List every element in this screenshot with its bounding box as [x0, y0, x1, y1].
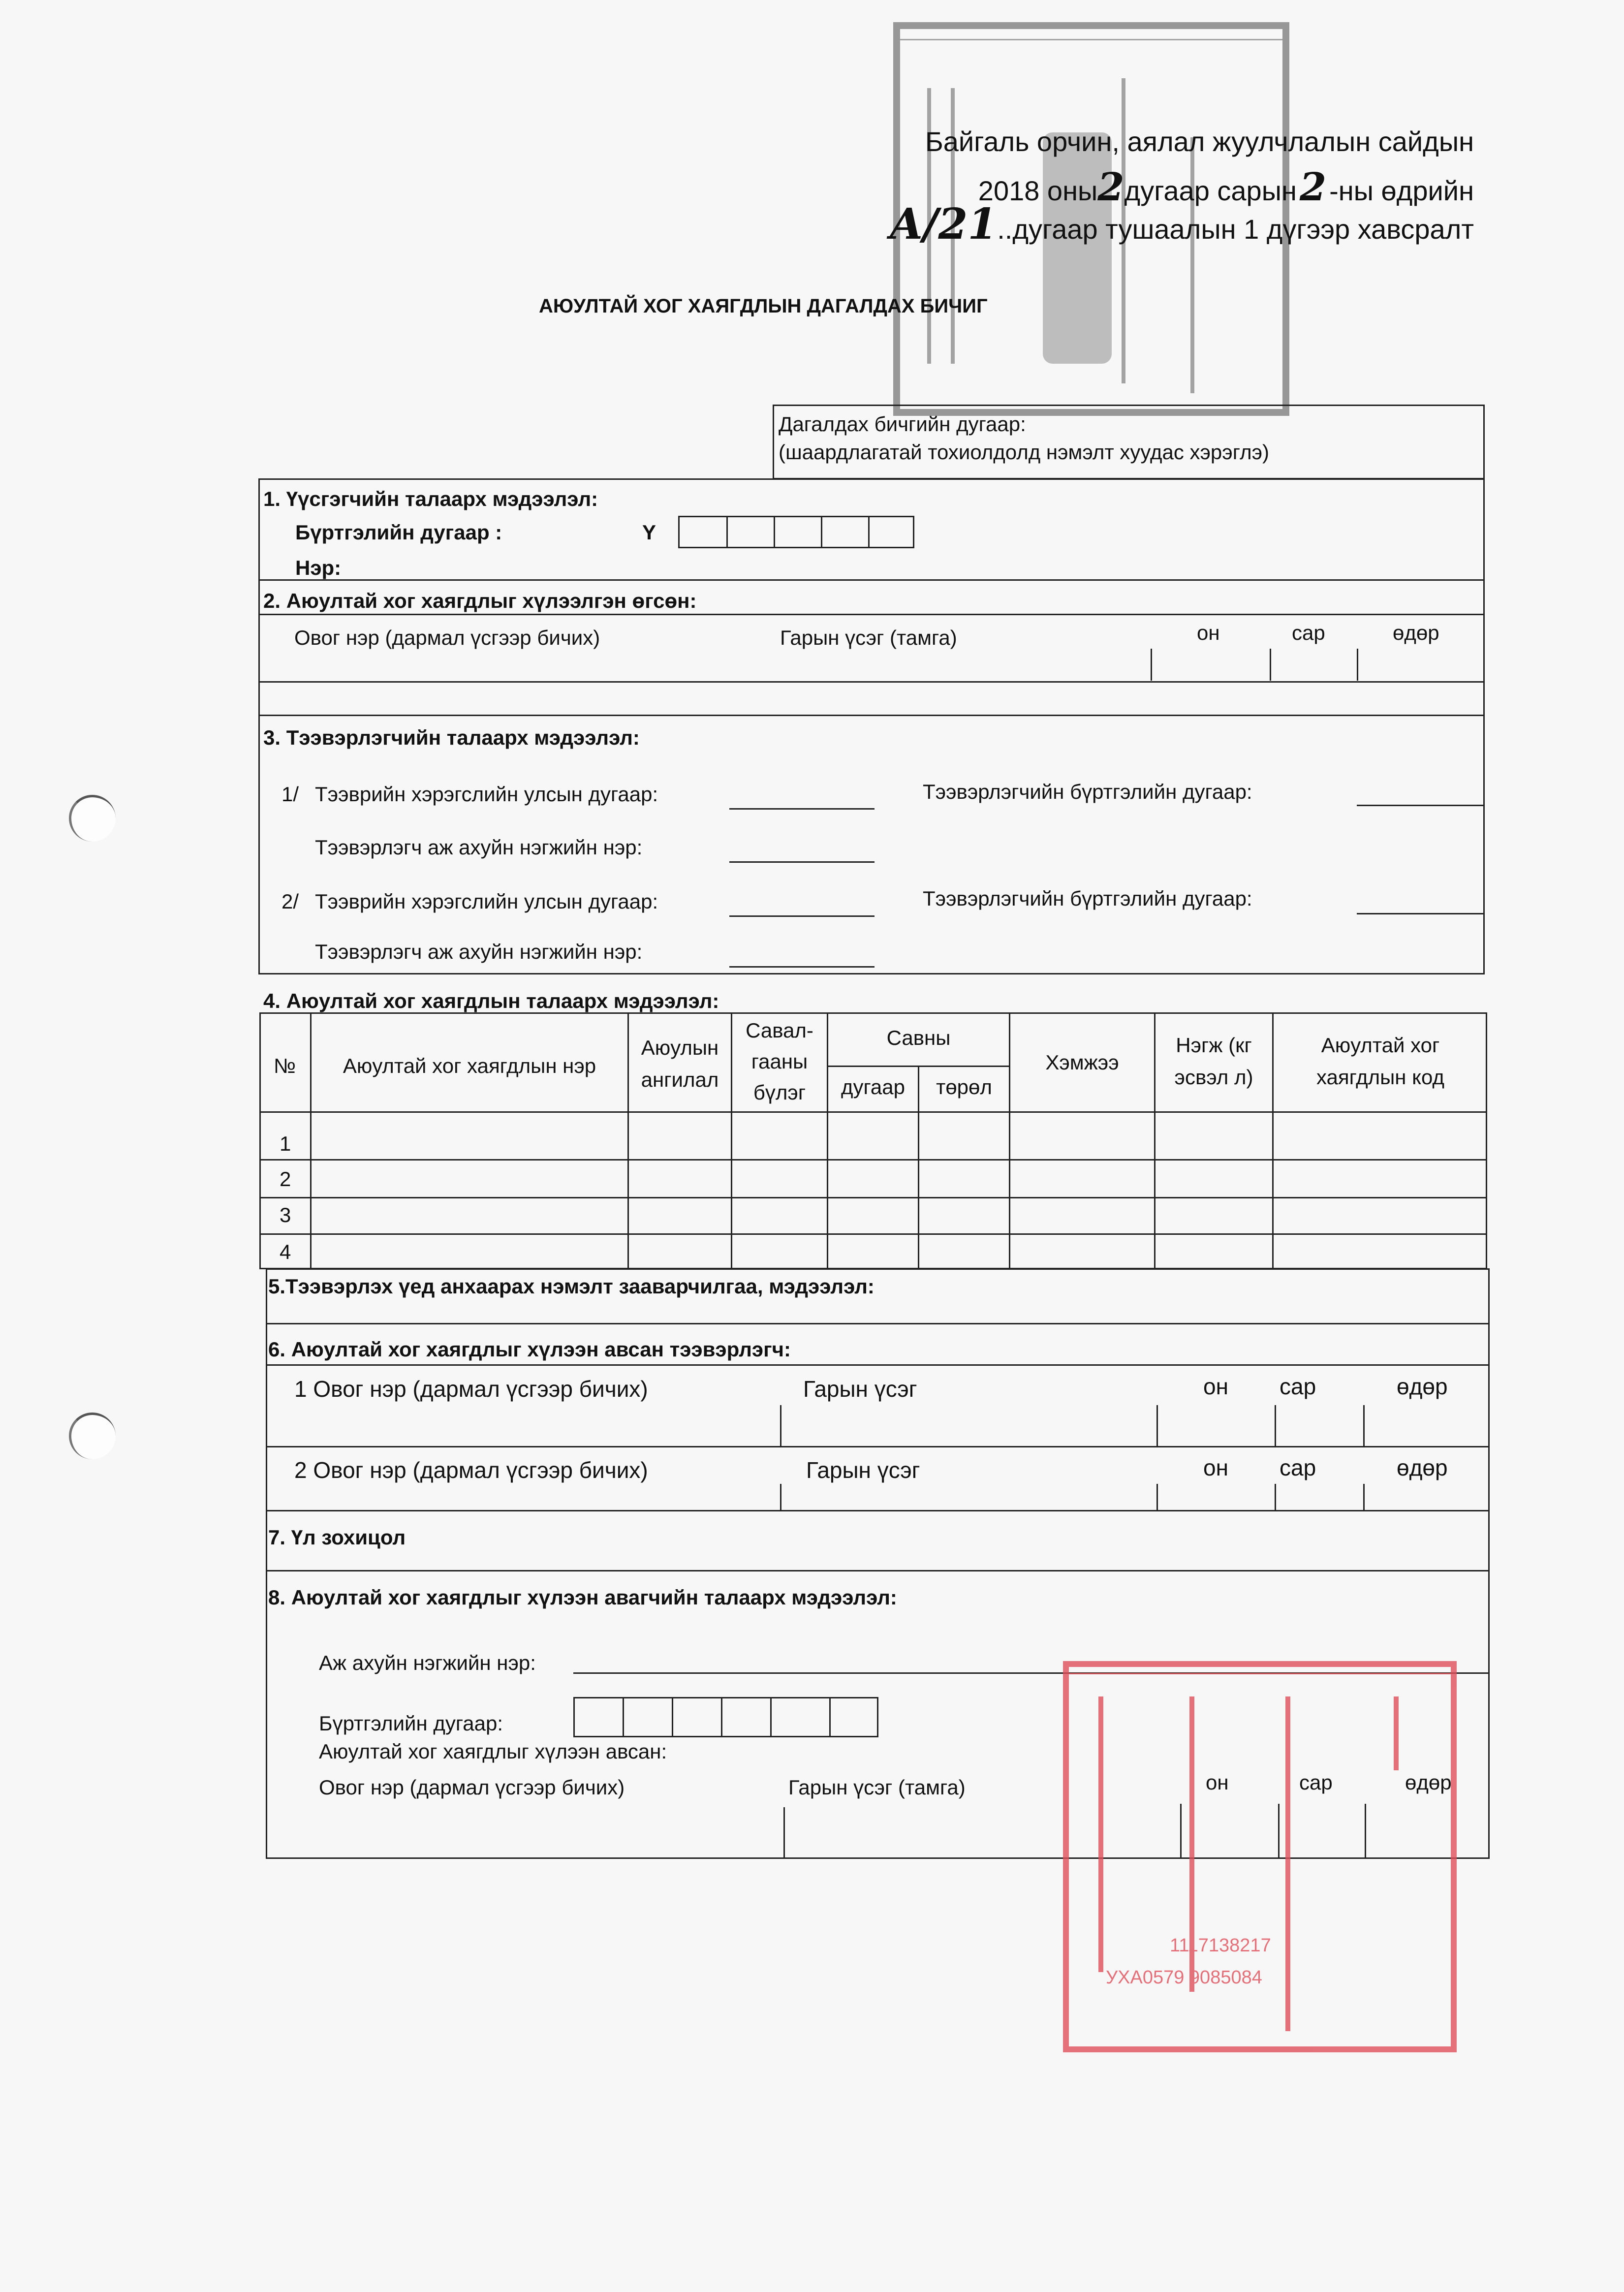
s6-row2-year: он: [1203, 1455, 1228, 1480]
s6-row2-day: өдөр: [1397, 1455, 1448, 1480]
mongolian-script-column: [1098, 1696, 1118, 1972]
header-line1: Байгаль орчин, аялал жуулчлалын сайдын: [925, 126, 1474, 157]
s8-reg-digit-boxes: [573, 1697, 878, 1737]
section-4-title: 4. Аюултай хог хаягдлын талаарх мэдээлэл:: [263, 989, 719, 1012]
s1-name-label: Нэр:: [295, 556, 342, 579]
s6-row2-name: 2 Овог нэр (дармал үсгээр бичих): [294, 1457, 648, 1483]
s3-company-line-1: [729, 861, 874, 863]
s6-row1-name: 1 Овог нэр (дармал үсгээр бичих): [294, 1376, 648, 1402]
s2-year-label: он: [1197, 621, 1220, 644]
table-row-number: 3: [280, 1203, 291, 1226]
s2-month-label: сар: [1292, 621, 1325, 644]
section-2-title: 2. Аюултай хог хаягдлыг хүлээлгэн өгсөн:: [263, 589, 697, 612]
col-header-unit-1: Нэгж (кг: [1176, 1034, 1252, 1057]
doc-number-label: Дагалдах бичгийн дугаар:: [779, 412, 1026, 436]
s3-company-line-2: [729, 966, 874, 968]
handwritten-month: 2: [1097, 165, 1124, 210]
col-header-name: Аюултай хог хаягдлын нэр: [343, 1054, 596, 1077]
header-day-text: -ны өдрийн: [1329, 175, 1474, 206]
s8-name-label: Овог нэр (дармал үсгээр бичих): [319, 1776, 625, 1799]
s1-reg-digit-boxes: [678, 516, 914, 548]
section-6-title: 6. Аюултай хог хаягдлыг хүлээн авсан тээвэрлэгч:: [268, 1338, 791, 1361]
col-header-group-3: бүлэг: [753, 1081, 806, 1104]
col-header-unit-2: эсвэл л): [1174, 1066, 1253, 1089]
col-header-container: Савны: [886, 1026, 951, 1049]
s1-reg-label: Бүртгэлийн дугаар :: [295, 521, 502, 544]
s6-row1-year: он: [1203, 1374, 1228, 1399]
s8-company-label: Аж ахуйн нэгжийн нэр:: [319, 1651, 536, 1674]
header-month-text: дугаар сарын: [1124, 175, 1297, 206]
col-header-amount: Хэмжээ: [1045, 1051, 1119, 1074]
s8-signature-label: Гарын үсэг (тамга): [788, 1776, 966, 1799]
s2-name-label: Овог нэр (дармал үсгээр бичих): [294, 626, 600, 649]
s6-row2-signature: Гарын үсэг: [806, 1457, 920, 1483]
col-header-container-type: төрөл: [936, 1075, 992, 1099]
col-header-code-1: Аюултай хог: [1321, 1034, 1440, 1057]
s3-carrier-reg-label-1: Тээвэрлэгчийн бүртгэлийн дугаар:: [923, 780, 1252, 803]
stamp-red-code: УХА0579 9085084: [1106, 1967, 1262, 1988]
table-row-number: 2: [280, 1167, 291, 1191]
mongolian-script-column: [1394, 1696, 1413, 1770]
official-stamp-red: [1063, 1661, 1457, 2052]
section-5-title: 5.Тээвэрлэх үед анхаарах нэмэлт зааварчилгаа, мэдээлэл:: [268, 1275, 874, 1298]
s3-company-label-2: Тээвэрлэгч аж ахуйн нэгжийн нэр:: [315, 940, 643, 963]
s3-carrier-reg-line-2: [1357, 913, 1485, 914]
s6-row1-month: сар: [1280, 1374, 1316, 1399]
header-line3: [890, 199, 1474, 249]
stamp-red-number: 1117138217: [1170, 1935, 1271, 1956]
table-row-number: 4: [280, 1240, 291, 1263]
section-1-title: 1. Үүсгэгчийн талаарх мэдээлэл:: [263, 487, 598, 510]
s8-year-label: он: [1206, 1771, 1229, 1794]
s3-plate-label-2: Тээврийн хэрэгслийн улсын дугаар:: [315, 890, 658, 913]
handwritten-order-number: A/21: [890, 199, 998, 249]
s6-row1-day: өдөр: [1397, 1374, 1448, 1399]
s2-signature-label: Гарын үсэг (тамга): [780, 626, 957, 649]
s1-reg-prefix: Y: [642, 521, 656, 544]
col-header-class-1: Аюулын: [641, 1036, 719, 1059]
s2-day-label: өдөр: [1393, 621, 1439, 644]
s3-plate-line-2: [729, 915, 874, 917]
section-8-title: 8. Аюултай хог хаягдлыг хүлээн авагчийн талаарх мэдээлэл:: [268, 1586, 897, 1609]
document-title: АЮУЛТАЙ ХОГ ХАЯГДЛЫН ДАГАЛДАХ БИЧИГ: [539, 295, 988, 317]
s6-row1-signature: Гарын үсэг: [803, 1376, 917, 1402]
s3-plate-line-1: [729, 808, 874, 810]
col-header-class-2: ангилал: [641, 1068, 719, 1091]
col-header-container-number: дугаар: [841, 1075, 905, 1099]
s3-carrier-reg-line-1: [1357, 805, 1485, 806]
s3-company-label-1: Тээвэрлэгч аж ахуйн нэгжийн нэр:: [315, 836, 643, 859]
s3-carrier-reg-label-2: Тээвэрлэгчийн бүртгэлийн дугаар:: [923, 887, 1252, 910]
s3-n2: 2/: [281, 890, 299, 913]
header-order-text: ..дугаар тушаалын 1 дүгээр хавсралт: [997, 214, 1474, 245]
section-7-title: 7. Үл зохицол: [268, 1526, 406, 1549]
s8-day-label: өдөр: [1405, 1771, 1452, 1794]
section-3-title: 3. Тээвэрлэгчийн талаарх мэдээлэл:: [263, 726, 640, 749]
punch-hole-top: [69, 795, 116, 842]
col-header-code-2: хаягдлын код: [1316, 1066, 1444, 1089]
col-header-group-1: Савал-: [746, 1019, 813, 1042]
table-row-number: 1: [280, 1132, 291, 1155]
s8-reg-label: Бүртгэлийн дугаар:: [319, 1712, 503, 1735]
handwritten-day: 2: [1299, 165, 1327, 210]
s3-plate-label-1: Тээврийн хэрэгслийн улсын дугаар:: [315, 783, 658, 806]
col-header-no: №: [273, 1054, 296, 1077]
doc-number-note: (шаардлагатай тохиолдолд нэмэлт хуудас хэрэглэ): [779, 440, 1270, 464]
s8-received-label: Аюултай хог хаягдлыг хүлээн авсан:: [319, 1740, 667, 1763]
col-header-group-2: гааны: [751, 1050, 808, 1073]
s6-row2-month: сар: [1280, 1455, 1316, 1480]
mongolian-script-column: [1285, 1696, 1305, 2031]
s8-month-label: сар: [1299, 1771, 1333, 1794]
header-year-text: 2018 оны: [978, 175, 1098, 206]
s3-n1: 1/: [281, 783, 299, 806]
punch-hole-bottom: [69, 1413, 116, 1459]
